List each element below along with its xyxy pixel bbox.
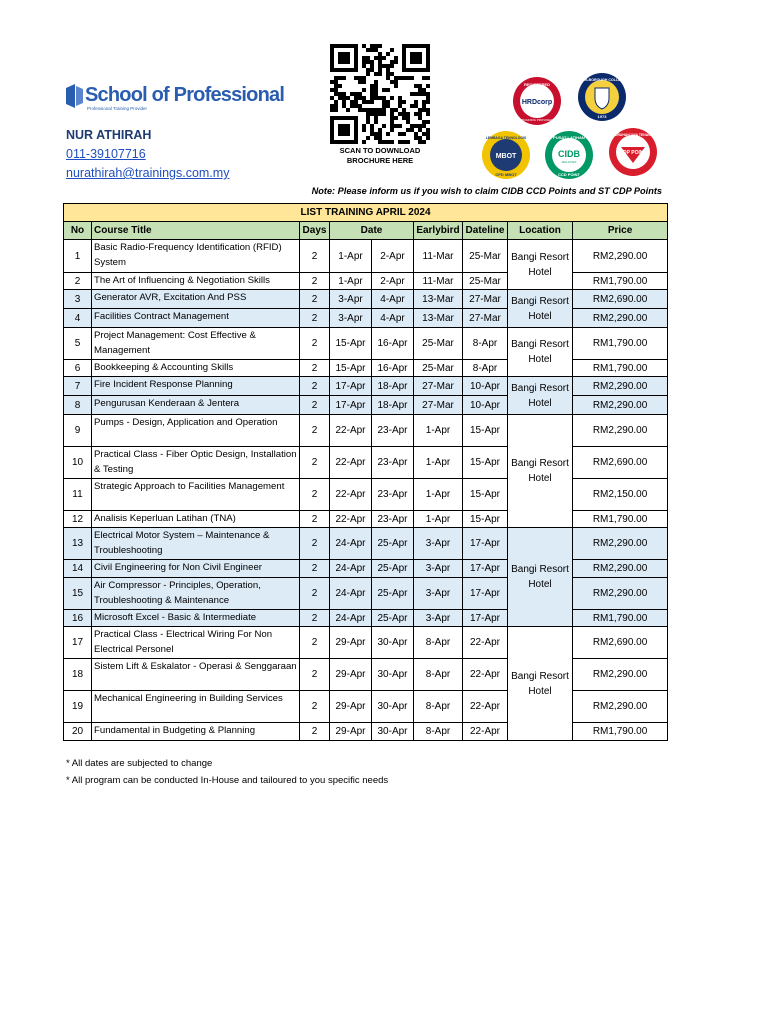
dateline-date: 22-Apr	[463, 627, 508, 659]
dateline-date: 15-Apr	[463, 479, 508, 511]
table-row	[64, 290, 668, 309]
course-title: Analisis Keperluan Latihan (TNA)	[92, 511, 300, 528]
course-title: Sistem Lift & Eskalator - Operasi & Senggaraan	[92, 659, 300, 691]
row-days: 2	[300, 528, 330, 560]
table-row	[64, 723, 668, 741]
date-end: 25-Apr	[372, 578, 414, 610]
date-start: 3-Apr	[330, 290, 372, 309]
logo-mark-icon	[66, 84, 83, 108]
cidb-badge-main: CIDB	[558, 149, 580, 159]
date-start: 24-Apr	[330, 578, 372, 610]
table-row	[64, 691, 668, 723]
table-row	[64, 528, 668, 560]
course-title: Fundamental in Budgeting & Planning	[92, 723, 300, 741]
date-end: 23-Apr	[372, 511, 414, 528]
col-header-dateline: Dateline	[463, 222, 508, 240]
cidb-badge-sub: MALAYSIA	[561, 160, 577, 164]
date-start: 24-Apr	[330, 610, 372, 627]
earlybird-date: 3-Apr	[414, 560, 463, 578]
footnotes	[66, 755, 388, 789]
course-title: Facilities Contract Management	[92, 309, 300, 328]
mbot-badge-top: LEMBAGA TEKNOLOGIS	[485, 136, 527, 140]
dateline-date: 10-Apr	[463, 377, 508, 396]
row-no: 20	[64, 723, 92, 741]
course-price: RM1,790.00	[573, 723, 668, 741]
date-end: 23-Apr	[372, 447, 414, 479]
course-title: Practical Class - Fiber Optic Design, Installation & Testing	[92, 447, 300, 479]
course-price: RM2,290.00	[573, 396, 668, 415]
course-price: RM2,290.00	[573, 309, 668, 328]
col-header-location: Location	[508, 222, 573, 240]
row-no: 6	[64, 360, 92, 377]
date-end: 30-Apr	[372, 627, 414, 659]
dateline-date: 17-Apr	[463, 560, 508, 578]
dateline-date: 25-Mar	[463, 273, 508, 290]
col-header-days: Days	[300, 222, 330, 240]
earlybird-date: 27-Mar	[414, 377, 463, 396]
earlybird-date: 3-Apr	[414, 610, 463, 627]
date-end: 2-Apr	[372, 273, 414, 290]
earlybird-date: 3-Apr	[414, 578, 463, 610]
earlybird-date: 13-Mar	[414, 309, 463, 328]
course-price: RM2,290.00	[573, 528, 668, 560]
date-start: 24-Apr	[330, 560, 372, 578]
date-end: 16-Apr	[372, 360, 414, 377]
course-price: RM2,290.00	[573, 691, 668, 723]
contact-name: NUR ATHIRAH	[66, 128, 152, 142]
course-title: Mechanical Engineering in Building Services	[92, 691, 300, 723]
footnote-dates: * All dates are subjected to change	[66, 758, 213, 769]
st-cdp-badge-icon	[608, 127, 658, 177]
course-title: Air Compressor - Principles, Operation, Troubleshooting & Maintenance	[92, 578, 300, 610]
row-no: 1	[64, 240, 92, 273]
mbot-badge-icon	[481, 130, 531, 180]
earlybird-date: 8-Apr	[414, 659, 463, 691]
row-no: 3	[64, 290, 92, 309]
dateline-date: 22-Apr	[463, 659, 508, 691]
training-schedule-table	[63, 203, 668, 741]
table-row	[64, 447, 668, 479]
col-header-price: Price	[573, 222, 668, 240]
row-no: 8	[64, 396, 92, 415]
col-header-date: Date	[330, 222, 414, 240]
earlybird-date: 8-Apr	[414, 691, 463, 723]
earlybird-date: 1-Apr	[414, 447, 463, 479]
date-end: 18-Apr	[372, 396, 414, 415]
earlybird-date: 11-Mar	[414, 240, 463, 273]
course-title: Basic Radio-Frequency Identification (RFID) System	[92, 240, 300, 273]
dateline-date: 15-Apr	[463, 447, 508, 479]
course-price: RM1,790.00	[573, 328, 668, 360]
date-end: 25-Apr	[372, 528, 414, 560]
row-days: 2	[300, 360, 330, 377]
row-days: 2	[300, 560, 330, 578]
dateline-date: 22-Apr	[463, 691, 508, 723]
dateline-date: 22-Apr	[463, 723, 508, 741]
table-row	[64, 273, 668, 290]
table-row	[64, 377, 668, 396]
course-title: Fire Incident Response Planning	[92, 377, 300, 396]
row-no: 16	[64, 610, 92, 627]
table-row	[64, 659, 668, 691]
row-no: 9	[64, 415, 92, 447]
row-days: 2	[300, 610, 330, 627]
row-no: 10	[64, 447, 92, 479]
course-price: RM1,790.00	[573, 610, 668, 627]
table-row	[64, 627, 668, 659]
date-start: 29-Apr	[330, 723, 372, 741]
row-days: 2	[300, 309, 330, 328]
table-row	[64, 578, 668, 610]
row-days: 2	[300, 240, 330, 273]
dateline-date: 27-Mar	[463, 309, 508, 328]
table-row	[64, 309, 668, 328]
dateline-date: 17-Apr	[463, 610, 508, 627]
qr-code-icon[interactable]	[330, 44, 430, 144]
date-end: 23-Apr	[372, 415, 414, 447]
course-price: RM1,790.00	[573, 511, 668, 528]
row-days: 2	[300, 479, 330, 511]
course-title: Microsoft Excel - Basic & Intermediate	[92, 610, 300, 627]
logo-text: School of Professional	[85, 84, 285, 106]
col-header-no: No	[64, 222, 92, 240]
table-row	[64, 328, 668, 360]
course-title: Pumps - Design, Application and Operation	[92, 415, 300, 447]
table-row	[64, 415, 668, 447]
date-start: 22-Apr	[330, 479, 372, 511]
date-start: 24-Apr	[330, 528, 372, 560]
dateline-date: 8-Apr	[463, 360, 508, 377]
row-no: 12	[64, 511, 92, 528]
dateline-date: 10-Apr	[463, 396, 508, 415]
row-no: 4	[64, 309, 92, 328]
location-cell: Bangi Resort Hotel	[508, 415, 573, 528]
hrd-corp-badge-icon	[512, 76, 562, 126]
row-no: 18	[64, 659, 92, 691]
earlybird-date: 8-Apr	[414, 627, 463, 659]
date-end: 4-Apr	[372, 309, 414, 328]
earlybird-date: 1-Apr	[414, 479, 463, 511]
earlybird-date: 25-Mar	[414, 360, 463, 377]
date-end: 23-Apr	[372, 479, 414, 511]
location-cell: Bangi Resort Hotel	[508, 240, 573, 290]
dateline-date: 17-Apr	[463, 528, 508, 560]
course-title: Pengurusan Kenderaan & Jentera	[92, 396, 300, 415]
course-title: Generator AVR, Excitation And PSS	[92, 290, 300, 309]
footnote-inhouse: * All program can be conducted In-House and tailoured to you specific needs	[66, 775, 389, 786]
course-price: RM2,150.00	[573, 479, 668, 511]
contact-phone-link[interactable]: 011-39107716	[66, 147, 146, 161]
dateline-date: 15-Apr	[463, 511, 508, 528]
row-days: 2	[300, 396, 330, 415]
course-price: RM1,790.00	[573, 273, 668, 290]
earlybird-date: 1-Apr	[414, 511, 463, 528]
date-start: 15-Apr	[330, 360, 372, 377]
course-title: The Art of Influencing & Negotiation Skills	[92, 273, 300, 290]
row-no: 17	[64, 627, 92, 659]
location-cell: Bangi Resort Hotel	[508, 290, 573, 328]
st-badge-top: SURUHANJAYA TENAGA	[612, 133, 654, 137]
row-no: 11	[64, 479, 92, 511]
table-row	[64, 511, 668, 528]
mbot-badge-bottom: CPD MBOT	[495, 172, 517, 177]
date-start: 22-Apr	[330, 511, 372, 528]
hrd-badge-bottom: TRAINING PROVIDER	[521, 118, 553, 122]
dateline-date: 25-Mar	[463, 240, 508, 273]
row-no: 13	[64, 528, 92, 560]
contact-email-link[interactable]: nurathirah@trainings.com.my	[66, 166, 230, 180]
table-row	[64, 360, 668, 377]
date-start: 29-Apr	[330, 691, 372, 723]
hrd-badge-main: HRDcorp	[521, 99, 553, 106]
table-title: LIST TRAINING APRIL 2024	[64, 204, 668, 222]
date-end: 30-Apr	[372, 659, 414, 691]
table-row	[64, 479, 668, 511]
row-days: 2	[300, 377, 330, 396]
course-price: RM2,690.00	[573, 290, 668, 309]
cidb-badge-top: PUSAT LATIHAN	[553, 135, 585, 140]
course-title: Electrical Motor System – Maintenance & Troubleshooting	[92, 528, 300, 560]
row-days: 2	[300, 627, 330, 659]
row-days: 2	[300, 290, 330, 309]
logo-tagline: Professional Training Provider	[87, 106, 148, 111]
course-price: RM2,290.00	[573, 578, 668, 610]
course-price: RM2,290.00	[573, 560, 668, 578]
date-start: 22-Apr	[330, 447, 372, 479]
row-days: 2	[300, 273, 330, 290]
table-row	[64, 610, 668, 627]
cidb-st-note: Note: Please inform us if you wish to claim CIDB CCD Points and ST CDP Points	[311, 186, 662, 196]
row-days: 2	[300, 659, 330, 691]
st-badge-main: CDP POINT	[619, 150, 647, 156]
date-end: 25-Apr	[372, 610, 414, 627]
earlybird-date: 11-Mar	[414, 273, 463, 290]
marlborough-badge-top: MARLBOROUGH COLLEGE	[578, 78, 626, 82]
qr-caption	[322, 146, 438, 166]
marlborough-college-badge-icon	[577, 72, 627, 122]
earlybird-date: 27-Mar	[414, 396, 463, 415]
cidb-badge-icon	[544, 130, 594, 180]
course-title: Bookkeeping & Accounting Skills	[92, 360, 300, 377]
date-start: 17-Apr	[330, 396, 372, 415]
course-price: RM2,290.00	[573, 240, 668, 273]
date-start: 29-Apr	[330, 627, 372, 659]
earlybird-date: 8-Apr	[414, 723, 463, 741]
date-start: 17-Apr	[330, 377, 372, 396]
row-no: 19	[64, 691, 92, 723]
qr-caption-line1: SCAN TO DOWNLOAD	[339, 146, 421, 155]
date-end: 4-Apr	[372, 290, 414, 309]
row-no: 14	[64, 560, 92, 578]
date-start: 1-Apr	[330, 240, 372, 273]
table-row	[64, 396, 668, 415]
date-start: 3-Apr	[330, 309, 372, 328]
course-price: RM2,290.00	[573, 415, 668, 447]
qr-caption-line2: BROCHURE HERE	[346, 156, 414, 165]
row-days: 2	[300, 328, 330, 360]
course-price: RM2,690.00	[573, 447, 668, 479]
course-title: Civil Engineering for Non Civil Engineer	[92, 560, 300, 578]
row-days: 2	[300, 447, 330, 479]
row-no: 7	[64, 377, 92, 396]
row-days: 2	[300, 415, 330, 447]
row-no: 2	[64, 273, 92, 290]
dateline-date: 8-Apr	[463, 328, 508, 360]
date-end: 30-Apr	[372, 691, 414, 723]
course-title: Strategic Approach to Facilities Management	[92, 479, 300, 511]
earlybird-date: 13-Mar	[414, 290, 463, 309]
earlybird-date: 1-Apr	[414, 415, 463, 447]
course-price: RM2,290.00	[573, 377, 668, 396]
row-days: 2	[300, 723, 330, 741]
mbot-badge-main: MBOT	[495, 153, 517, 160]
marlborough-badge-year: 1973	[597, 114, 607, 119]
row-days: 2	[300, 511, 330, 528]
company-logo	[66, 84, 284, 112]
course-title: Practical Class - Electrical Wiring For Non Electrical Personel	[92, 627, 300, 659]
location-cell: Bangi Resort Hotel	[508, 328, 573, 377]
date-end: 16-Apr	[372, 328, 414, 360]
row-days: 2	[300, 578, 330, 610]
col-header-earlybird: Earlybird	[414, 222, 463, 240]
course-price: RM2,290.00	[573, 659, 668, 691]
earlybird-date: 3-Apr	[414, 528, 463, 560]
course-price: RM1,790.00	[573, 360, 668, 377]
dateline-date: 17-Apr	[463, 578, 508, 610]
date-end: 18-Apr	[372, 377, 414, 396]
earlybird-date: 25-Mar	[414, 328, 463, 360]
date-start: 29-Apr	[330, 659, 372, 691]
row-no: 15	[64, 578, 92, 610]
table-row	[64, 240, 668, 273]
row-no: 5	[64, 328, 92, 360]
date-end: 2-Apr	[372, 240, 414, 273]
course-title: Project Management: Cost Effective & Management	[92, 328, 300, 360]
date-start: 15-Apr	[330, 328, 372, 360]
course-price: RM2,690.00	[573, 627, 668, 659]
date-end: 30-Apr	[372, 723, 414, 741]
location-cell: Bangi Resort Hotel	[508, 528, 573, 627]
date-start: 22-Apr	[330, 415, 372, 447]
location-cell: Bangi Resort Hotel	[508, 377, 573, 415]
hrd-badge-top: REGISTERED	[523, 82, 551, 87]
date-end: 25-Apr	[372, 560, 414, 578]
contact-block	[66, 126, 229, 183]
dateline-date: 27-Mar	[463, 290, 508, 309]
dateline-date: 15-Apr	[463, 415, 508, 447]
col-header-course: Course Title	[92, 222, 300, 240]
cidb-badge-bottom: CCD POINT	[558, 172, 580, 177]
row-days: 2	[300, 691, 330, 723]
location-cell: Bangi Resort Hotel	[508, 627, 573, 741]
date-start: 1-Apr	[330, 273, 372, 290]
table-row	[64, 560, 668, 578]
